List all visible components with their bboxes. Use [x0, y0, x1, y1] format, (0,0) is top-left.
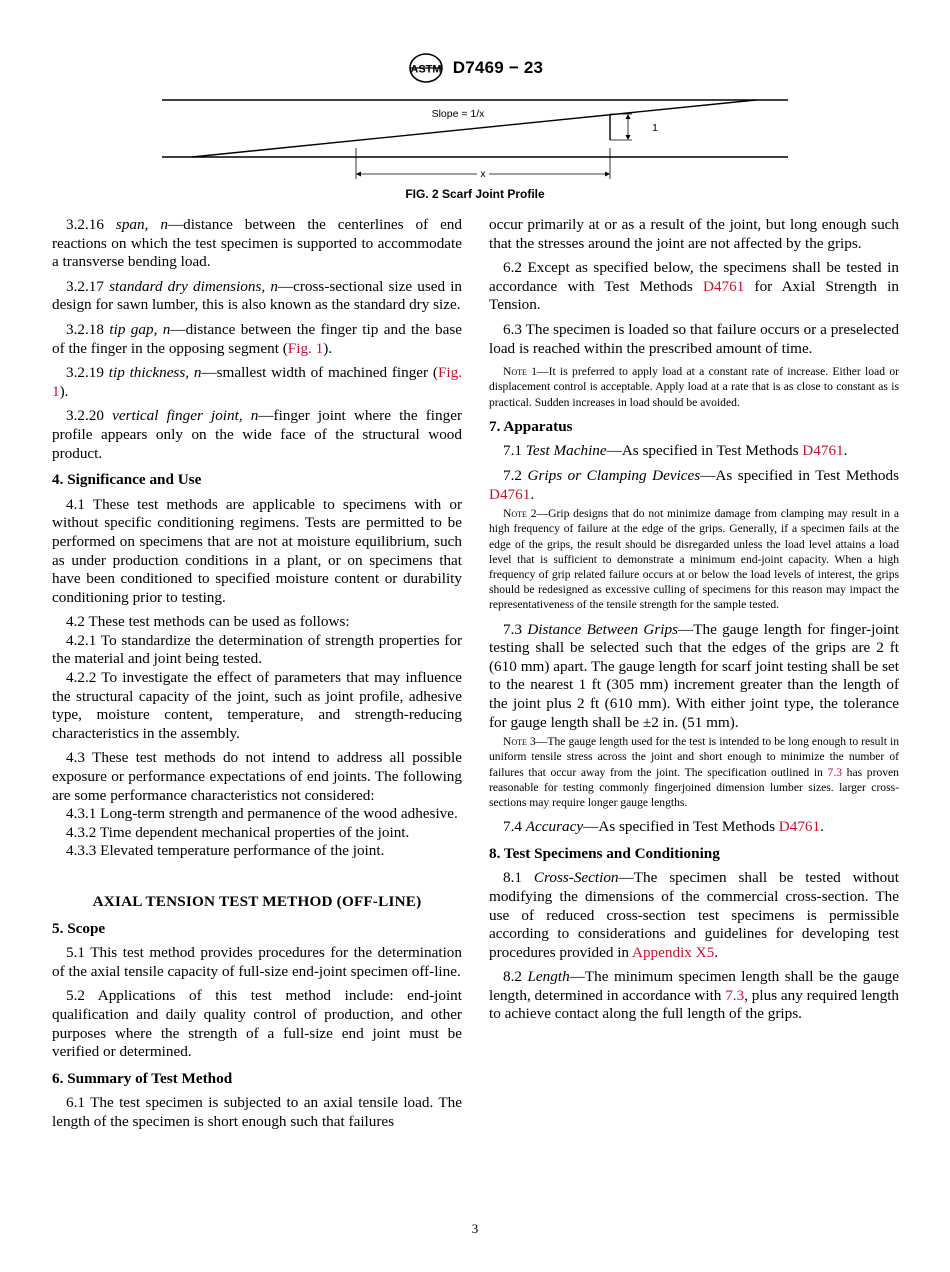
paragraph-6-1: 6.1 The test specimen is subjected to an axial tensile load. The length of the specimen is short enough such that failures: [52, 1094, 462, 1130]
paragraph-5-1: 5.1 This test method provides procedures for the determination of the axial tensile capacity of full-size end-joint specimen off-line.: [52, 944, 462, 980]
paragraph-6-2: 6.2 Except as specified below, the specimens shall be tested in accordance with Test Methods D4761 for Axial Strength in Tension.: [489, 259, 899, 314]
figure-caption: FIG. 2 Scarf Joint Profile: [405, 187, 545, 201]
fig-1-link[interactable]: Fig. 1: [287, 339, 324, 357]
paragraph-6-3: 6.3 The specimen is loaded so that failure occurs or a preselected load is reached within the prescribed amount of time.: [489, 320, 899, 357]
astm-logo: [407, 52, 445, 84]
rise-label: 1: [652, 122, 658, 134]
paragraph-4-3-2: 4.3.2 Time dependent mechanical properties of the joint.: [66, 823, 410, 841]
paragraph-4-2-2: 4.2.2 To investigate the effect of parameters that may influence the structural capacity of the joint, such as joint profile, adhesive type, moisture content, temperature, and strength-reducing characteristics in the assembly.: [52, 669, 462, 742]
run-arrow-right: [605, 172, 610, 177]
page-number: 3: [471, 1221, 479, 1236]
paragraph-4-2-1: 4.2.1 To standardize the determination of strength properties for the material and joint being tested.: [52, 631, 462, 668]
heading-significance: 4. Significance and Use: [52, 471, 202, 489]
rise-arrow-up: [626, 114, 631, 119]
definition-3-2-18: 3.2.18 tip gap, n—distance between the finger tip and the base of the finger in the opposing segment (Fig. 1).: [52, 320, 462, 357]
d4761-link[interactable]: D4761: [778, 818, 821, 836]
run-arrow-left: [356, 172, 361, 177]
paragraph-4-3-3: 4.3.3 Elevated temperature performance of the joint.: [66, 842, 385, 860]
d4761-link[interactable]: D4761: [489, 485, 531, 503]
paragraph-4-2: 4.2 These test methods can be used as follows:: [66, 613, 350, 631]
slope-label: Slope = 1/x: [431, 108, 485, 120]
paragraph-8-1: 8.1 Cross-Section—The specimen shall be tested without modifying the dimensions of the commercial cross-section. The use of reduced cross-section test specimens is permissible according to considerations and guidelines for developing test procedures provided in Appendix X5.: [489, 869, 899, 961]
standard-designation: D7469 − 23: [452, 58, 544, 77]
paragraph-4-1: 4.1 These test methods are applicable to specimens with or without specific conditioning regimens. Tests are permitted to be performed on specimens that are not at moisture equilibrium, such as under production conditions in a plant, or on specimens that have been conditioned to specified moisture content or durability conditioning prior to testing.: [52, 495, 462, 606]
d4761-link[interactable]: D4761: [703, 277, 745, 295]
logo-letters: ASTM: [410, 63, 442, 76]
left-column: [52, 216, 462, 1138]
heading-summary: 6. Summary of Test Method: [52, 1069, 233, 1087]
note-2: Note 2—Grip designs that do not minimize damage from clamping may result in a high frequency of failure at the edge of the grips. Generally, if a specimen fails at the edge of the grips, the result should be disregarded unless the load level attains a load level that is sufficient to demonstrate a minimum end-joint capacity. When a high frequency of grip related failure occurs at or below the load levels of interest, the grips should be redesigned as excessive culling of specimens for this reason may impact the representativeness of the tensile strength for the sample tested.: [489, 507, 899, 612]
definition-3-2-16: 3.2.16 span, n—distance between the centerlines of end reactions on which the test specimen is supported to accommodate a transverse bending load.: [52, 216, 462, 271]
paragraph-4-3-1: 4.3.1 Long-term strength and permanence of the wood adhesive.: [66, 805, 458, 823]
section-7-3-link[interactable]: 7.3: [827, 765, 843, 779]
rise-arrow-down: [626, 135, 631, 140]
paragraph-4-3: 4.3 These test methods do not intend to address all possible exposure or performance expectations of end joints. The following are some performance characteristics not considered:: [52, 749, 462, 804]
section-7-3-link[interactable]: 7.3: [725, 986, 745, 1004]
section-title-axial-tension: AXIAL TENSION TEST METHOD (OFF-LINE): [92, 893, 422, 910]
fig-1-link[interactable]: Fig. 1: [52, 364, 463, 400]
paragraph-6-1-continued: occur primarily at or as a result of the joint, but long enough such that the stresses around the joint are not affected by the grips.: [489, 216, 899, 252]
paragraph-7-1: 7.1 Test Machine—As specified in Test Methods D4761.: [503, 442, 848, 460]
appendix-x5-link[interactable]: Appendix X5: [631, 943, 715, 961]
d4761-link[interactable]: D4761: [802, 442, 844, 460]
note-3: Note 3—The gauge length used for the test is intended to be long enough to result in uniform tensile stress across the joint and short enough to minimize the number of failures that occur away from the joint. The specification outlined in 7.3 has proven reasonable for testing commonly fingerjoined dimension lumber sizes. larger cross-sections may require longer gauge lengths.: [489, 735, 899, 809]
paragraph-7-4: 7.4 Accuracy—As specified in Test Methods D4761.: [503, 818, 824, 836]
page-header: [0, 52, 950, 89]
heading-test-specimens: 8. Test Specimens and Conditioning: [489, 844, 720, 862]
heading-scope: 5. Scope: [52, 919, 106, 937]
right-column: [489, 216, 899, 1030]
definition-3-2-19: 3.2.19 tip thickness, n—smallest width of machined finger (Fig. 1).: [52, 364, 463, 400]
paragraph-5-2: 5.2 Applications of this test method include: end-joint qualification and daily quality control of production, and other purposes where the strength of a full-size end joint must be verified or determined.: [52, 987, 462, 1061]
definition-3-2-20: 3.2.20 vertical finger joint, n—finger joint where the finger profile appears only on the wide face of the structural wood product.: [52, 407, 463, 462]
paragraph-8-2: 8.2 Length—The minimum specimen length shall be the gauge length, determined in accordance with 7.3, plus any required length to achieve contact along the full length of the grips.: [489, 968, 900, 1023]
definition-3-2-17: 3.2.17 standard dry dimensions, n—cross-sectional size used in design for sawn lumber, this is also known as the standard dry size.: [52, 277, 463, 314]
note-1: Note 1—It is preferred to apply load at a constant rate of increase. Either load or displacement control is acceptable. Apply load at a rate that is as close to constant as is practical. Sudden increases in load should be avoided.: [489, 365, 899, 409]
paragraph-7-3: 7.3 Distance Between Grips—The gauge length for finger-joint testing shall be selected such that the edges of the grips are 2 ft (610 mm) apart. The gauge length for scarf joint testing shall be set to the nearest 1 ft (305 mm) increment greater than the length of the joint plus 2 ft (610 mm). With either joint type, the tolerance for gauge length shall be ±2 in. (51 mm).: [489, 620, 899, 731]
heading-apparatus: 7. Apparatus: [489, 417, 573, 435]
run-label: x: [480, 168, 486, 180]
paragraph-7-2: 7.2 Grips or Clamping Devices—As specified in Test Methods D4761.: [489, 466, 899, 503]
scarf-joint-figure: [160, 93, 790, 183]
